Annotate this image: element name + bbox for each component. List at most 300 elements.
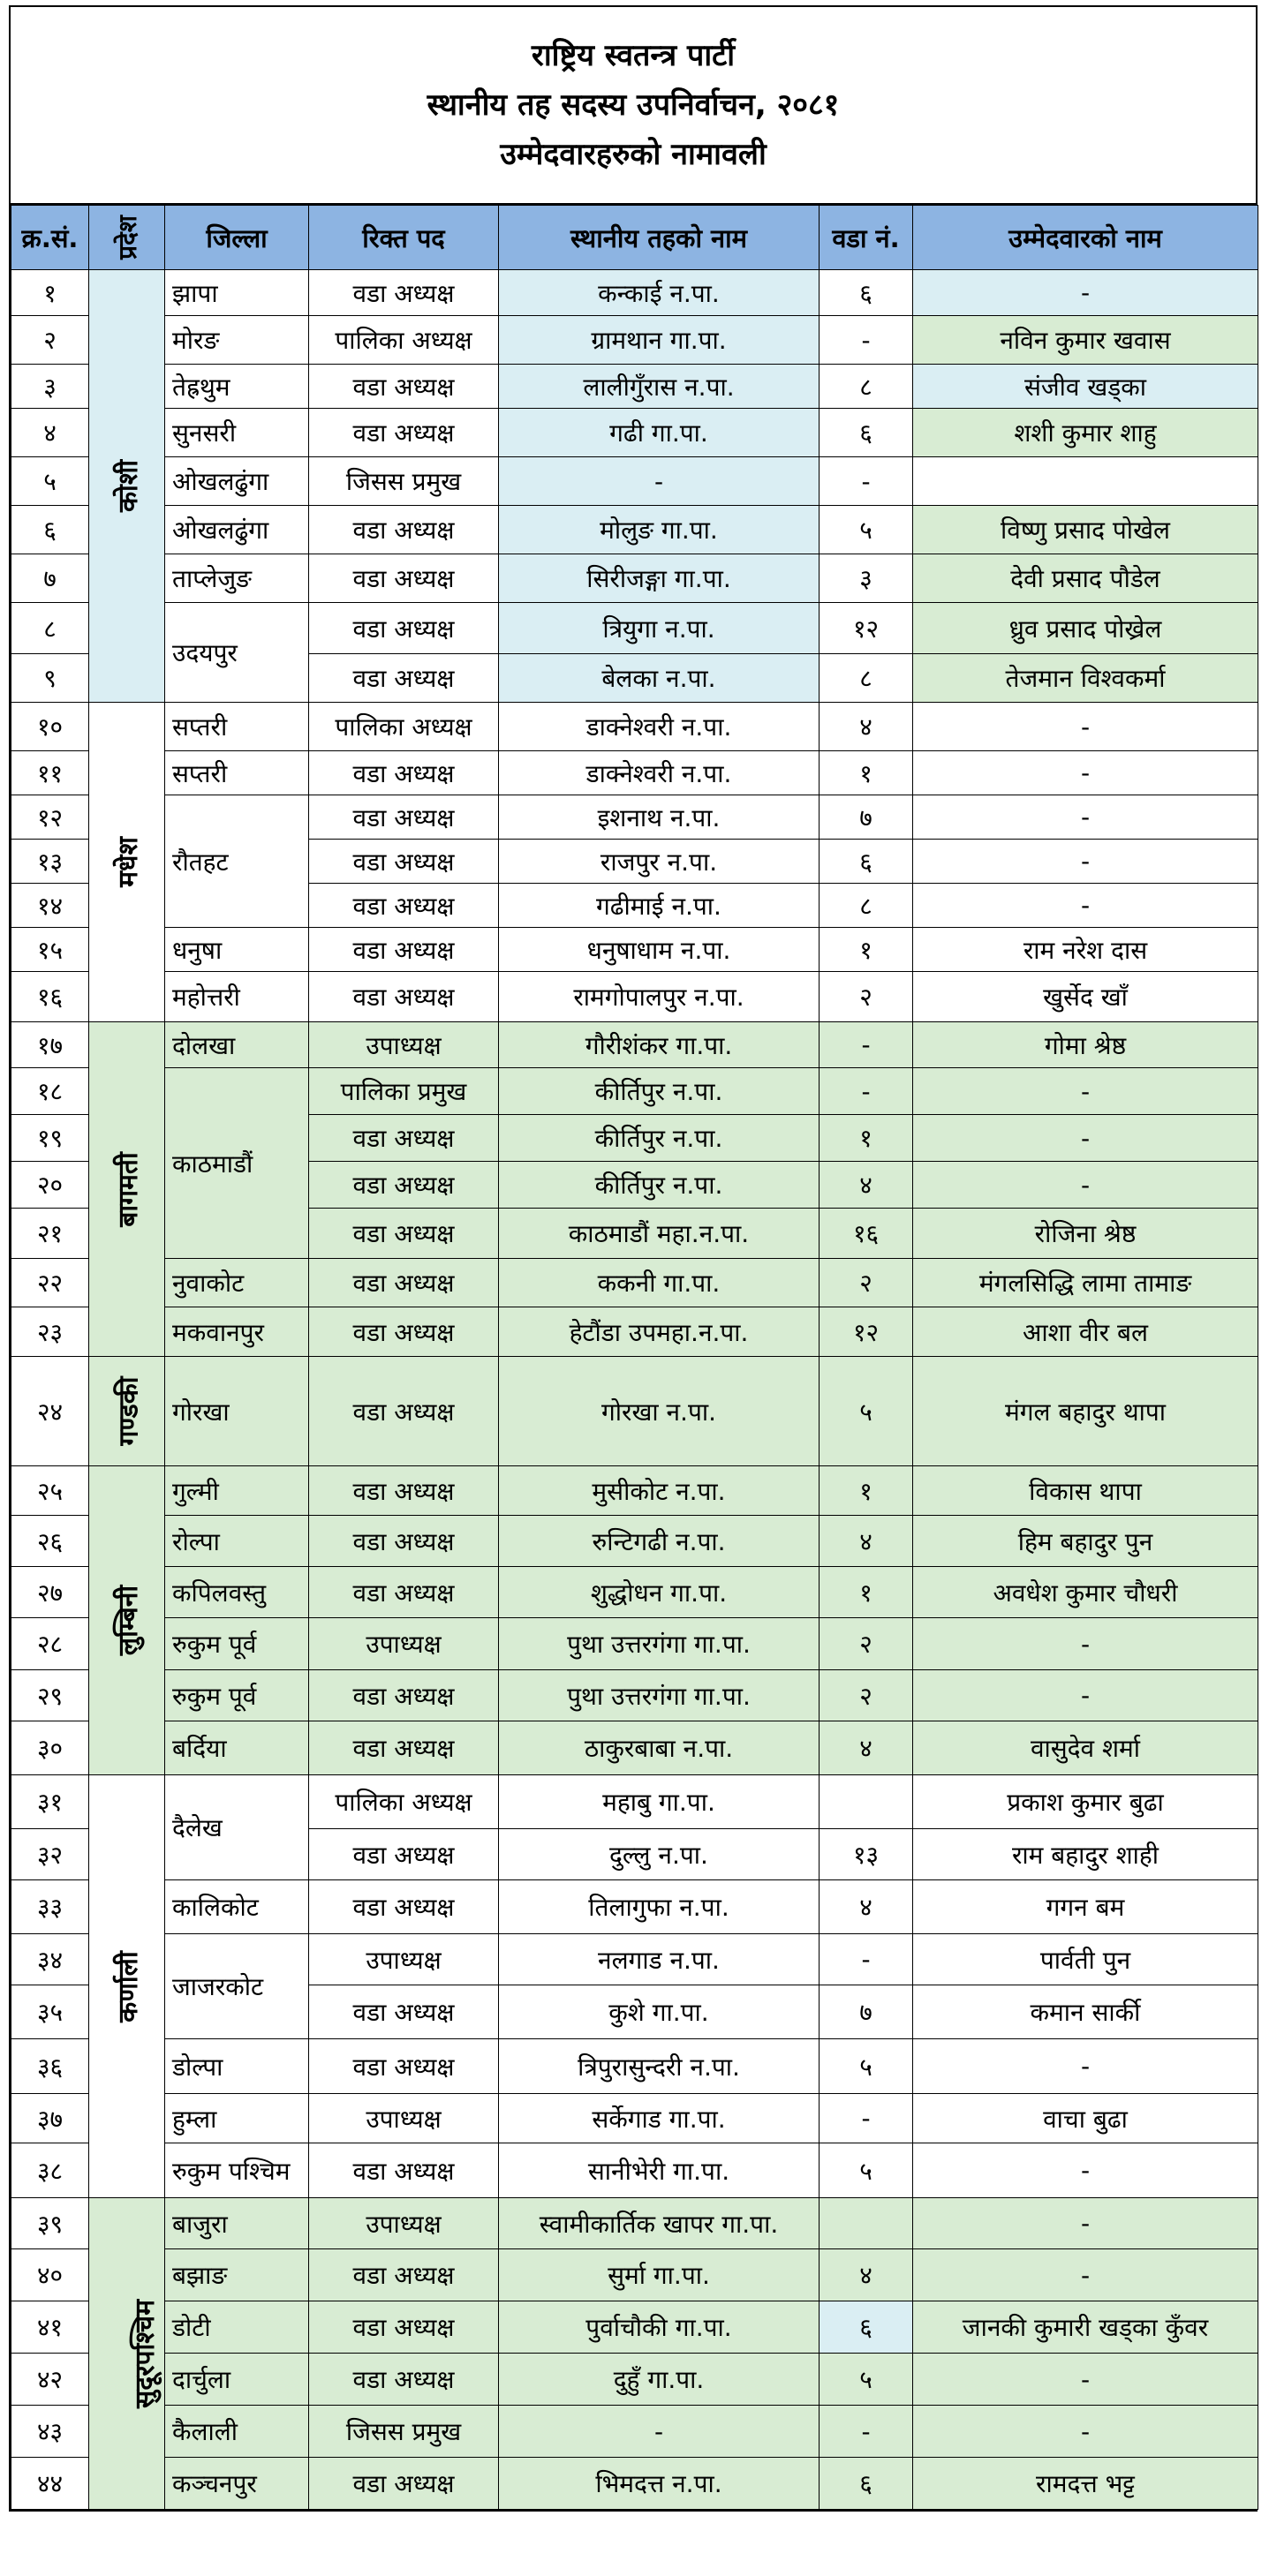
table-row [11, 365, 1258, 409]
local-body-cell: नलगाड न.पा. [499, 1934, 820, 1985]
table-row [11, 751, 1258, 795]
row-serial-number: २८ [11, 1618, 89, 1670]
table-row [11, 1670, 1258, 1721]
candidate-cell: - [913, 1068, 1258, 1115]
ward-cell: - [820, 2094, 913, 2143]
table-row [11, 2094, 1258, 2143]
ward-cell: ४ [820, 1516, 913, 1567]
table-row [11, 1880, 1258, 1934]
candidate-cell: नविन कुमार खवास [913, 316, 1258, 365]
col-header-district: जिल्ला [165, 206, 309, 270]
row-serial-number: १५ [11, 928, 89, 972]
table-row [11, 1357, 1258, 1466]
ward-cell: ४ [820, 1880, 913, 1934]
candidate-table [11, 205, 1258, 2510]
post-cell: उपाध्यक्ष [309, 2198, 499, 2249]
row-serial-number: १३ [11, 840, 89, 884]
local-body-cell: इशनाथ न.पा. [499, 795, 820, 840]
table-row [11, 1466, 1258, 1516]
local-body-cell: ककनी गा.पा. [499, 1259, 820, 1307]
ward-cell: ६ [820, 270, 913, 316]
table-row [11, 2249, 1258, 2301]
post-cell: वडा अध्यक्ष [309, 1357, 499, 1466]
local-body-cell: त्रिपुरासुन्दरी न.पा. [499, 2039, 820, 2094]
col-header-candidate: उम्मेदवारको नाम [913, 206, 1258, 270]
post-cell: वडा अध्यक्ष [309, 884, 499, 928]
candidate-cell: - [913, 840, 1258, 884]
candidate-cell: - [913, 270, 1258, 316]
table-row [11, 928, 1258, 972]
ward-cell: १२ [820, 1307, 913, 1357]
candidate-cell: शशी कुमार शाहु [913, 409, 1258, 457]
province-name: बागमती [112, 1151, 144, 1227]
col-header-province [89, 206, 165, 270]
ward-cell: १३ [820, 1829, 913, 1880]
local-body-cell: कुशे गा.पा. [499, 1985, 820, 2039]
candidate-cell: - [913, 2354, 1258, 2406]
row-serial-number: ७ [11, 554, 89, 603]
district-cell: दैलेख [165, 1775, 309, 1880]
table-row [11, 972, 1258, 1022]
row-serial-number: २९ [11, 1670, 89, 1721]
row-serial-number: ३० [11, 1721, 89, 1775]
title-block [11, 7, 1256, 205]
province-cell [89, 1466, 165, 1775]
table-row [11, 2406, 1258, 2458]
district-cell: मकवानपुर [165, 1307, 309, 1357]
row-serial-number: १८ [11, 1068, 89, 1115]
local-body-cell: मोलुङ गा.पा. [499, 506, 820, 554]
candidate-cell: आशा वीर बल [913, 1307, 1258, 1357]
province-cell [89, 1775, 165, 2198]
ward-cell: ४ [820, 703, 913, 751]
table-row [11, 1516, 1258, 1567]
province-cell [89, 703, 165, 1022]
candidate-cell: कमान सार्की [913, 1985, 1258, 2039]
row-serial-number: ३८ [11, 2143, 89, 2198]
table-row [11, 1567, 1258, 1618]
district-cell: बझाङ [165, 2249, 309, 2301]
district-cell: सुनसरी [165, 409, 309, 457]
post-cell: वडा अध्यक्ष [309, 654, 499, 703]
district-cell: दोलखा [165, 1022, 309, 1068]
province-cell [89, 270, 165, 703]
row-serial-number: ३४ [11, 1934, 89, 1985]
post-cell: वडा अध्यक्ष [309, 1115, 499, 1162]
table-row [11, 2143, 1258, 2198]
candidate-cell: - [913, 2249, 1258, 2301]
local-body-cell: कीर्तिपुर न.पा. [499, 1115, 820, 1162]
candidate-cell [913, 457, 1258, 506]
candidate-cell: मंगल बहादुर थापा [913, 1357, 1258, 1466]
district-cell: डोल्पा [165, 2039, 309, 2094]
local-body-cell: महाबु गा.पा. [499, 1775, 820, 1829]
row-serial-number: ४२ [11, 2354, 89, 2406]
district-cell: महोत्तरी [165, 972, 309, 1022]
table-row [11, 2458, 1258, 2510]
province-cell [89, 2198, 165, 2510]
table-row [11, 1721, 1258, 1775]
post-cell: वडा अध्यक्ष [309, 1307, 499, 1357]
district-cell: झापा [165, 270, 309, 316]
local-body-cell: पुथा उत्तरगंगा गा.पा. [499, 1618, 820, 1670]
candidate-cell: खुर्सेद खाँ [913, 972, 1258, 1022]
ward-cell: ६ [820, 840, 913, 884]
candidate-cell: रामदत्त भट्ट [913, 2458, 1258, 2510]
post-cell: वडा अध्यक्ष [309, 554, 499, 603]
local-body-cell: डाक्नेश्वरी न.पा. [499, 751, 820, 795]
post-cell: वडा अध्यक्ष [309, 840, 499, 884]
district-cell: ओखलढुंगा [165, 457, 309, 506]
candidate-list-sheet [9, 5, 1258, 2512]
district-cell: हुम्ला [165, 2094, 309, 2143]
post-cell: उपाध्यक्ष [309, 1022, 499, 1068]
table-row [11, 270, 1258, 316]
local-body-cell: ठाकुरबाबा न.पा. [499, 1721, 820, 1775]
ward-cell: ५ [820, 506, 913, 554]
district-cell: रौतहट [165, 795, 309, 928]
row-serial-number: १७ [11, 1022, 89, 1068]
candidate-cell: - [913, 2406, 1258, 2458]
ward-cell: ४ [820, 1721, 913, 1775]
row-serial-number: २३ [11, 1307, 89, 1357]
post-cell: वडा अध्यक्ष [309, 365, 499, 409]
row-serial-number: ३१ [11, 1775, 89, 1829]
col-header-local-body: स्थानीय तहको नाम [499, 206, 820, 270]
local-body-cell: स्वामीकार्तिक खापर गा.पा. [499, 2198, 820, 2249]
table-row [11, 506, 1258, 554]
post-cell: वडा अध्यक्ष [309, 1829, 499, 1880]
candidate-cell: मंगलसिद्धि लामा तामाङ [913, 1259, 1258, 1307]
post-cell: वडा अध्यक्ष [309, 2458, 499, 2510]
local-body-cell: हेटौंडा उपमहा.न.पा. [499, 1307, 820, 1357]
row-serial-number: १४ [11, 884, 89, 928]
table-row [11, 316, 1258, 365]
row-serial-number: १० [11, 703, 89, 751]
row-serial-number: ३ [11, 365, 89, 409]
candidate-cell: तेजमान विश्वकर्मा [913, 654, 1258, 703]
local-body-cell: पुर्वाचौकी गा.पा. [499, 2301, 820, 2354]
ward-cell: ८ [820, 365, 913, 409]
row-serial-number: ११ [11, 751, 89, 795]
table-row [11, 2039, 1258, 2094]
post-cell: वडा अध्यक्ष [309, 1880, 499, 1934]
local-body-cell: ग्रामथान गा.पा. [499, 316, 820, 365]
local-body-cell: पुथा उत्तरगंगा गा.पा. [499, 1670, 820, 1721]
local-body-cell: कीर्तिपुर न.पा. [499, 1162, 820, 1209]
row-serial-number: २६ [11, 1516, 89, 1567]
local-body-cell: शुद्धोधन गा.पा. [499, 1567, 820, 1618]
row-serial-number: ४० [11, 2249, 89, 2301]
row-serial-number: २१ [11, 1209, 89, 1259]
row-serial-number: ५ [11, 457, 89, 506]
district-cell: कपिलवस्तु [165, 1567, 309, 1618]
district-cell: गोरखा [165, 1357, 309, 1466]
ward-cell [820, 2198, 913, 2249]
ward-cell: ८ [820, 884, 913, 928]
province-name: कोशी [112, 460, 144, 512]
table-row [11, 2354, 1258, 2406]
local-body-cell: त्रियुगा न.पा. [499, 603, 820, 654]
table-row [11, 603, 1258, 654]
candidate-cell: पार्वती पुन [913, 1934, 1258, 1985]
candidate-cell: राम नरेश दास [913, 928, 1258, 972]
ward-cell: ७ [820, 795, 913, 840]
table-row [11, 409, 1258, 457]
post-cell: वडा अध्यक्ष [309, 2143, 499, 2198]
local-body-cell: सुर्मा गा.पा. [499, 2249, 820, 2301]
ward-cell: १२ [820, 603, 913, 654]
province-name: मधेश [112, 837, 144, 887]
local-body-cell: गढीमाई न.पा. [499, 884, 820, 928]
post-cell: वडा अध्यक्ष [309, 409, 499, 457]
candidate-cell: - [913, 1618, 1258, 1670]
candidate-cell: वासुदेव शर्मा [913, 1721, 1258, 1775]
candidate-cell: - [913, 1670, 1258, 1721]
post-cell: वडा अध्यक्ष [309, 1567, 499, 1618]
ward-cell: ८ [820, 654, 913, 703]
district-cell: सप्तरी [165, 703, 309, 751]
ward-cell: ५ [820, 2039, 913, 2094]
ward-cell: - [820, 316, 913, 365]
district-cell: रुकुम पूर्व [165, 1670, 309, 1721]
ward-cell: २ [820, 972, 913, 1022]
post-cell: वडा अध्यक्ष [309, 506, 499, 554]
ward-cell: ४ [820, 2249, 913, 2301]
district-cell: नुवाकोट [165, 1259, 309, 1307]
local-body-cell: डाक्नेश्वरी न.पा. [499, 703, 820, 751]
row-serial-number: ३७ [11, 2094, 89, 2143]
candidate-cell: गोमा श्रेष्ठ [913, 1022, 1258, 1068]
local-body-cell: धनुषाधाम न.पा. [499, 928, 820, 972]
district-cell: बाजुरा [165, 2198, 309, 2249]
local-body-cell: सानीभेरी गा.पा. [499, 2143, 820, 2198]
candidate-cell: देवी प्रसाद पौडेल [913, 554, 1258, 603]
ward-cell [820, 1775, 913, 1829]
row-serial-number: ८ [11, 603, 89, 654]
post-cell: वडा अध्यक्ष [309, 795, 499, 840]
province-cell [89, 1022, 165, 1357]
candidate-cell: - [913, 751, 1258, 795]
post-cell: जिसस प्रमुख [309, 457, 499, 506]
candidate-cell: राम बहादुर शाही [913, 1829, 1258, 1880]
row-serial-number: १ [11, 270, 89, 316]
table-body [11, 270, 1258, 2510]
post-cell: वडा अध्यक्ष [309, 1721, 499, 1775]
post-cell: वडा अध्यक्ष [309, 1466, 499, 1516]
district-cell: काठमाडौं [165, 1068, 309, 1259]
row-serial-number: १९ [11, 1115, 89, 1162]
ward-cell: ५ [820, 2143, 913, 2198]
candidate-cell: वाचा बुढा [913, 2094, 1258, 2143]
candidate-cell: हिम बहादुर पुन [913, 1516, 1258, 1567]
district-cell: तेह्रथुम [165, 365, 309, 409]
table-row [11, 554, 1258, 603]
post-cell: वडा अध्यक्ष [309, 2354, 499, 2406]
ward-cell: - [820, 2406, 913, 2458]
table-row [11, 703, 1258, 751]
post-cell: उपाध्यक्ष [309, 1934, 499, 1985]
district-cell: दार्चुला [165, 2354, 309, 2406]
post-cell: वडा अध्यक्ष [309, 270, 499, 316]
province-name: कर्णाली [113, 1950, 144, 2022]
district-cell: रोल्पा [165, 1516, 309, 1567]
local-body-cell: कीर्तिपुर न.पा. [499, 1068, 820, 1115]
post-cell: पालिका प्रमुख [309, 1068, 499, 1115]
local-body-cell: - [499, 457, 820, 506]
table-row [11, 1022, 1258, 1068]
local-body-cell: रुन्टिगढी न.पा. [499, 1516, 820, 1567]
candidate-cell: - [913, 884, 1258, 928]
row-serial-number: ४१ [11, 2301, 89, 2354]
post-cell: वडा अध्यक्ष [309, 1516, 499, 1567]
post-cell: उपाध्यक्ष [309, 2094, 499, 2143]
ward-cell: ५ [820, 1357, 913, 1466]
row-serial-number: ३९ [11, 2198, 89, 2249]
row-serial-number: ६ [11, 506, 89, 554]
post-cell: वडा अध्यक्ष [309, 1162, 499, 1209]
row-serial-number: २ [11, 316, 89, 365]
district-cell: ओखलढुंगा [165, 506, 309, 554]
ward-cell: १ [820, 1466, 913, 1516]
local-body-cell: राजपुर न.पा. [499, 840, 820, 884]
ward-cell: - [820, 457, 913, 506]
ward-cell: १ [820, 1115, 913, 1162]
province-cell [89, 1357, 165, 1466]
province-name: लुम्बिनी [112, 1585, 144, 1656]
candidate-cell: विष्णु प्रसाद पोखेल [913, 506, 1258, 554]
local-body-cell: - [499, 2406, 820, 2458]
ward-cell: ६ [820, 409, 913, 457]
local-body-cell: लालीगुँरास न.पा. [499, 365, 820, 409]
table-row [11, 1618, 1258, 1670]
district-cell: कञ्चनपुर [165, 2458, 309, 2510]
district-cell: कालिकोट [165, 1880, 309, 1934]
local-body-cell: दुल्लु न.पा. [499, 1829, 820, 1880]
candidate-cell: - [913, 1162, 1258, 1209]
candidate-cell: - [913, 795, 1258, 840]
candidate-cell: संजीव खड्का [913, 365, 1258, 409]
table-row [11, 1934, 1258, 1985]
ward-cell: - [820, 1022, 913, 1068]
row-serial-number: १२ [11, 795, 89, 840]
ward-cell: २ [820, 1670, 913, 1721]
post-cell: पालिका अध्यक्ष [309, 1775, 499, 1829]
post-cell: वडा अध्यक्ष [309, 751, 499, 795]
ward-cell: - [820, 1068, 913, 1115]
district-cell: रुकुम पूर्व [165, 1618, 309, 1670]
ward-cell: ३ [820, 554, 913, 603]
table-row [11, 1068, 1258, 1115]
candidate-cell: ध्रुव प्रसाद पोख्रेल [913, 603, 1258, 654]
row-serial-number: १६ [11, 972, 89, 1022]
row-serial-number: ३३ [11, 1880, 89, 1934]
local-body-cell: मुसीकोट न.पा. [499, 1466, 820, 1516]
district-cell: कैलाली [165, 2406, 309, 2458]
candidate-cell: गगन बम [913, 1880, 1258, 1934]
district-cell: रुकुम पश्चिम [165, 2143, 309, 2198]
ward-cell: २ [820, 1618, 913, 1670]
local-body-cell: सर्केगाड गा.पा. [499, 2094, 820, 2143]
row-serial-number: २० [11, 1162, 89, 1209]
candidate-cell: - [913, 703, 1258, 751]
row-serial-number: २५ [11, 1466, 89, 1516]
local-body-cell: बेलका न.पा. [499, 654, 820, 703]
row-serial-number: ९ [11, 654, 89, 703]
candidate-cell: जानकी कुमारी खड्का कुँवर [913, 2301, 1258, 2354]
col-header-sn: क्र.सं. [11, 206, 89, 270]
row-serial-number: ४३ [11, 2406, 89, 2458]
local-body-cell: गौरीशंकर गा.पा. [499, 1022, 820, 1068]
post-cell: वडा अध्यक्ष [309, 928, 499, 972]
candidate-cell: - [913, 2039, 1258, 2094]
province-name: सुदूरपश्चिम [130, 2299, 162, 2408]
local-body-cell: काठमाडौं महा.न.पा. [499, 1209, 820, 1259]
ward-cell: ५ [820, 2354, 913, 2406]
local-body-cell: गोरखा न.पा. [499, 1357, 820, 1466]
col-header-province-label: प्रदेश [112, 215, 142, 260]
local-body-cell: रामगोपालपुर न.पा. [499, 972, 820, 1022]
ward-cell: ६ [820, 2458, 913, 2510]
local-body-cell: भिमदत्त न.पा. [499, 2458, 820, 2510]
ward-cell: - [820, 1934, 913, 1985]
post-cell: वडा अध्यक्ष [309, 1985, 499, 2039]
district-cell: डोटी [165, 2301, 309, 2354]
row-serial-number: ३५ [11, 1985, 89, 2039]
local-body-cell: कन्काई न.पा. [499, 270, 820, 316]
local-body-cell: तिलागुफा न.पा. [499, 1880, 820, 1934]
local-body-cell: सिरीजङ्गा गा.पा. [499, 554, 820, 603]
local-body-cell: दुहुँ गा.पा. [499, 2354, 820, 2406]
ward-cell: १ [820, 751, 913, 795]
ward-cell: ६ [820, 2301, 913, 2354]
post-cell: वडा अध्यक्ष [309, 1670, 499, 1721]
table-row [11, 2301, 1258, 2354]
row-serial-number: ३२ [11, 1829, 89, 1880]
table-row [11, 1775, 1258, 1829]
candidate-cell: प्रकाश कुमार बुढा [913, 1775, 1258, 1829]
row-serial-number: २२ [11, 1259, 89, 1307]
table-header-row [11, 206, 1258, 270]
post-cell: वडा अध्यक्ष [309, 603, 499, 654]
post-cell: पालिका अध्यक्ष [309, 703, 499, 751]
table-row [11, 2198, 1258, 2249]
row-serial-number: ४ [11, 409, 89, 457]
col-header-post: रिक्त पद [309, 206, 499, 270]
post-cell: वडा अध्यक्ष [309, 1259, 499, 1307]
table-row [11, 1307, 1258, 1357]
table-row [11, 795, 1258, 840]
post-cell: वडा अध्यक्ष [309, 2039, 499, 2094]
province-name: गण्डकी [113, 1376, 144, 1446]
post-cell: पालिका अध्यक्ष [309, 316, 499, 365]
ward-cell: २ [820, 1259, 913, 1307]
district-cell: मोरङ [165, 316, 309, 365]
row-serial-number: ४४ [11, 2458, 89, 2510]
local-body-cell: गढी गा.पा. [499, 409, 820, 457]
district-cell: बर्दिया [165, 1721, 309, 1775]
election-subtitle: स्थानीय तह सदस्य उपनिर्वाचन, २०८१ [427, 87, 840, 123]
district-cell: धनुषा [165, 928, 309, 972]
candidate-cell: - [913, 2143, 1258, 2198]
row-serial-number: ३६ [11, 2039, 89, 2094]
ward-cell: ४ [820, 1162, 913, 1209]
ward-cell: १ [820, 928, 913, 972]
candidate-cell: - [913, 1115, 1258, 1162]
ward-cell: १ [820, 1567, 913, 1618]
post-cell: वडा अध्यक्ष [309, 972, 499, 1022]
ward-cell: १६ [820, 1209, 913, 1259]
